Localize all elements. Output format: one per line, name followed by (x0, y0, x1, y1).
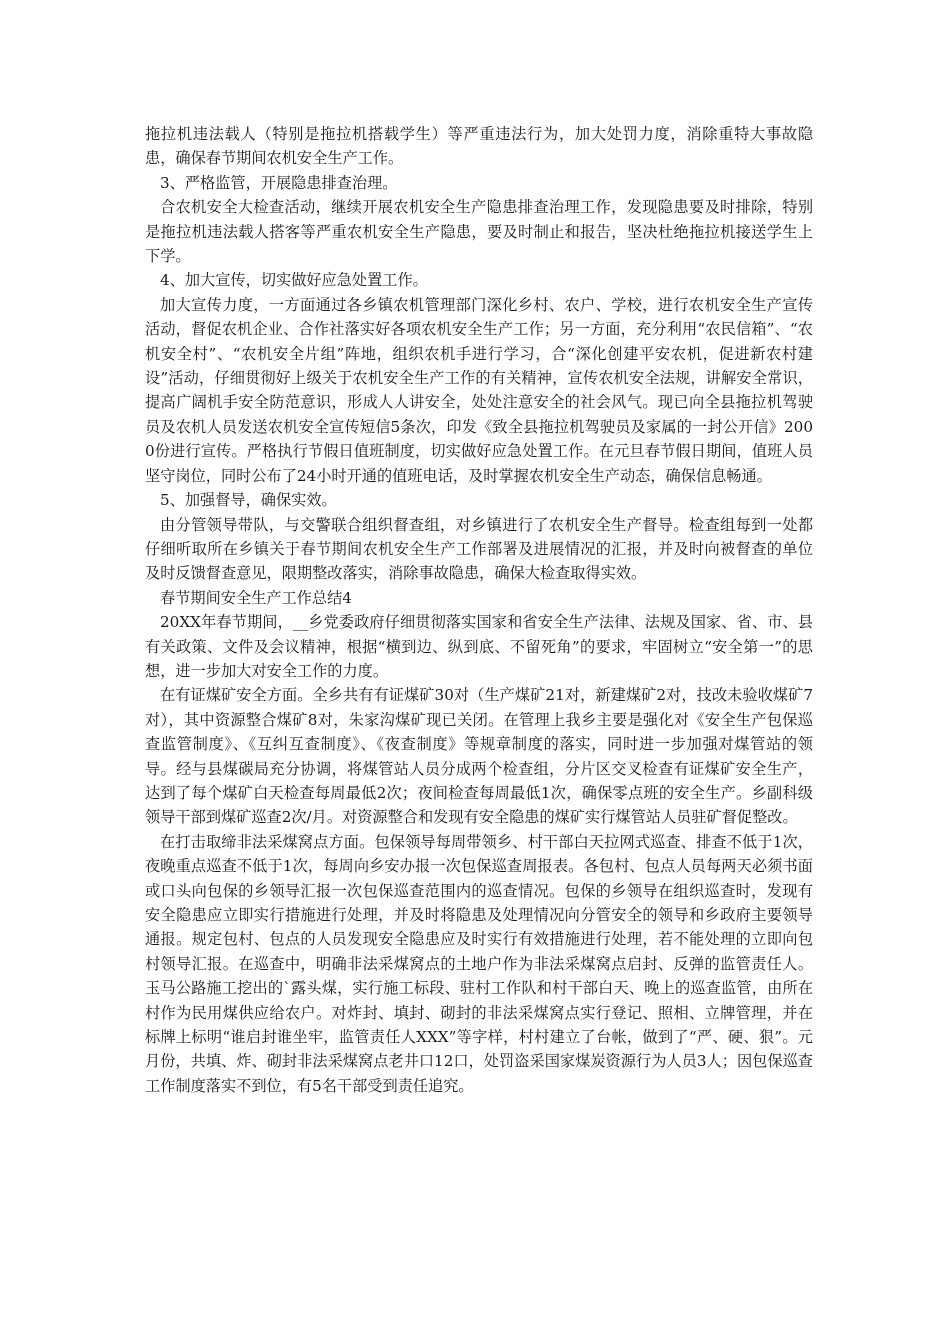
body-paragraph: 在打击取缔非法采煤窝点方面。包保领导每周带领乡、村干部白天拉网式巡查、排查不低于1次，夜晚重点巡查不低于1次，每周向乡安办报一次包保巡查周报表。各包村、包点人员每两天必须书面或口头向包保的乡领导汇报一次包保巡查范围内的巡查情况。包保的乡领导在组织巡查时，发现有安全隐患应立即实行措施进行处理，并及时将隐患及处理情况向分管安全的领导和乡政府主要领导通报。规定包村、包点的人员发现安全隐患应及时实行有效措施进行处理，若不能处理的立即向包村领导汇报。在巡查中，明确非法采煤窝点的土地户作为非法采煤窝点启封、反弹的监管责任人。玉马公路施工挖出的`露头煤，实行施工标段、驻村工作队和村干部白天、晚上的巡查监管，由所在村作为民用煤供应给农户。对炸封、填封、砌封的非法采煤窝点实行登记、照相、立牌管理，并在标牌上标明“谁启封谁坐牢，监管责任人XXX”等字样，村村建立了台帐，做到了“严、硬、狠”。元月份，共填、炸、砌封非法采煤窝点老井口12口，处罚盗采国家煤炭资源行为人员3人；因包保巡查工作制度落实不到位，有5名干部受到责任追究。 (145, 832, 813, 1095)
body-paragraph: 合农机安全大检查活动，继续开展农机安全生产隐患排查治理工作，发现隐患要及时排除，特别是拖拉机违法载人搭客等严重农机安全生产隐患，要及时制止和报告，坚决杜绝拖拉机接送学生上下学。 (145, 198, 813, 266)
document-subtitle: 春节期间安全生产工作总结4 (160, 588, 352, 607)
body-paragraph: 加大宣传力度，一方面通过各乡镇农机管理部门深化乡村、农户、学校，进行农机安全生产宣传活动，督促农机企业、合作社落实好各项农机安全生产工作；另一方面，充分利用“农民信箱”、“农机安全村”、“农机安全片组”阵地，组织农机手进行学习，合“深化创建平安农机，促进新农村建设”活动，仔细贯彻好上级关于农机安全生产工作的有关精神，宣传农机安全法规，讲解安全常识，提高广阔机手安全防范意识，形成人人讲安全，处处注意安全的社会风气。现已向全县拖拉机驾驶员及农机人员发送农机安全宣传短信5条次，印发《致全县拖拉机驾驶员及家属的一封公开信》2000份进行宣传。严格执行节假日值班制度，切实做好应急处置工作。在元旦春节假日期间，值班人员坚守岗位，同时公布了24小时开通的值班电话，及时掌握农机安全生产动态，确保信息畅通。 (145, 295, 813, 485)
section-heading: 3、严格监管，开展隐患排查治理。 (160, 173, 398, 192)
document-page (145, 122, 813, 1098)
body-paragraph: 20XX年春节期间，__乡党委政府仔细贯彻落实国家和省安全生产法律、法规及国家、省、市、县有关政策、文件及会议精神，根据“横到边、纵到底、不留死角”的要求，牢固树立“安全第一”的思想，进一步加大对安全工作的力度。 (145, 613, 813, 680)
section-heading: 5、加强督导，确保实效。 (160, 491, 337, 510)
body-paragraph: 由分管领导带队，与交警联合组织督查组，对乡镇进行了农机安全生产督导。检查组每到一处都仔细听取所在乡镇关于春节期间农机安全生产工作部署及进展情况的汇报，并及时向被督查的单位及时反馈督查意见，限期整改落实，消除事故隐患，确保大检查取得实效。 (145, 515, 813, 583)
section-heading: 4、加大宣传，切实做好应急处置工作。 (160, 271, 428, 290)
body-paragraph: 拖拉机违法载人（特别是拖拉机搭载学生）等严重违法行为，加大处罚力度，消除重特大事故隐患，确保春节期间农机安全生产工作。 (145, 125, 813, 168)
body-paragraph: 在有证煤矿安全方面。全乡共有有证煤矿30对（生产煤矿21对，新建煤矿2对，技改未验收煤矿7对），其中资源整合煤矿8对，朱家沟煤矿现已关闭。在管理上我乡主要是强化对《安全生产包保巡查监管制度》、《互纠互查制度》、《夜查制度》等规章制度的落实，同时进一步加强对煤管站的领导。经与县煤碳局充分协调，将煤管站人员分成两个检查组，分片区交叉检查有证煤矿安全生产，达到了每个煤矿白天检查每周最低2次；夜间检查每周最低1次，确保零点班的安全生产。乡副科级领导干部到煤矿巡查2次/月。对资源整合和发现有安全隐患的煤矿实行煤管站人员驻矿督促整改。 (145, 686, 813, 827)
